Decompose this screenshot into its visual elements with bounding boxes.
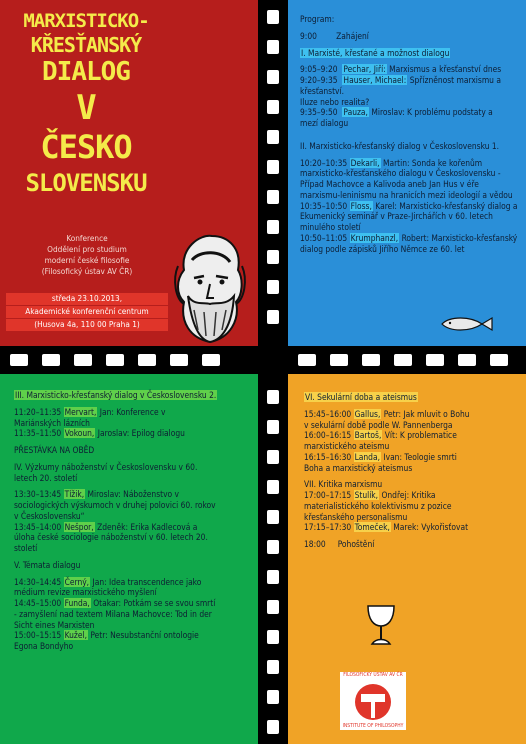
talk-row: 17:15–17:30 Tomeček, Marek: Vykořisťovat [304, 522, 469, 533]
horizontal-film-strip [0, 346, 526, 374]
film-hole [42, 354, 60, 366]
opening-time: 9:00 [300, 30, 317, 41]
film-hole [330, 354, 348, 366]
title-line-2: KŘESŤANSKÝ [30, 33, 142, 57]
talk-cont: mezí dialogu [300, 118, 349, 128]
film-hole [202, 354, 220, 366]
film-hole [106, 354, 124, 366]
title-line-6: SLOVENSKU [25, 169, 147, 197]
conference-place: Akademické konferenční centrum [6, 306, 168, 318]
section-1-title: I. Marxisté, křesťané a možnost dialogu [301, 47, 450, 58]
film-hole [298, 354, 316, 366]
film-hole [490, 354, 508, 366]
film-hole [267, 310, 279, 324]
section-3-title: III. Marxisticko-křesťanský dialog v Československu 2. [15, 390, 217, 400]
talk-row: 10:50–11:05 Krumphanzl, Robert: Marxisticko-křesťanský [300, 232, 518, 243]
film-hole [458, 354, 476, 366]
conference-org-3: (Filosofický ústav AV ČR) [41, 266, 133, 277]
film-hole [267, 220, 279, 234]
section-4-title-cont: letech 20. století [14, 472, 78, 483]
talk-row: 16:00–16:15 Bartoš, Vít: K problematice [304, 430, 457, 441]
talk-cont: v sekulární době podle W. Pannenberga [304, 419, 453, 430]
talk-cont: minulého století [300, 222, 361, 232]
film-hole [267, 390, 279, 404]
film-hole [267, 40, 279, 54]
fish-icon [440, 316, 494, 332]
chalice-icon [366, 604, 396, 648]
talk-row: 9:20–9:35 Hauser, Michael: Spřízněnost marxismu a křesťanství. [300, 75, 501, 96]
film-hole [267, 510, 279, 524]
logo-bottom-text: INSTITUTE OF PHILOSOPHY [342, 723, 404, 729]
section-4-title: IV. Výzkumy náboženství v Československu v 60. [14, 461, 198, 472]
conference-org-1: Oddělení pro studium [47, 244, 127, 255]
section-2-title: II. Marxisticko-křesťanský dialog v Československu 1. [300, 140, 500, 151]
film-hole [10, 354, 28, 366]
talk-cont: v Československu“ [14, 510, 85, 521]
talk-row: 13:30–13:45 Tížik, Miroslav: Náboženstvo v [14, 489, 179, 500]
program-heading: Program: [300, 14, 335, 24]
talk-row: 9:35–9:50 Pauza, Miroslav: K problému podstaty a [300, 107, 493, 118]
talk-row: 15:45–16:00 Gallus, Petr: Jak mluvit o Bohu [304, 408, 470, 419]
film-hole [74, 354, 92, 366]
talk-cont: Případ Machovce a Kalivoda aneb Jan Hus v éře [300, 179, 479, 189]
film-hole [267, 720, 279, 734]
film-hole [362, 354, 380, 366]
film-hole [267, 570, 279, 584]
talk-cont: marxisticko-křesťanského dialogu v Československu - [300, 168, 501, 179]
conference-label: Konference [66, 233, 108, 243]
conference-info [0, 233, 174, 277]
talk-cont: úloha české sociologie náboženství v 60. letech 20. [14, 532, 208, 543]
talk-row: 15:00–15:15 Kužel, Petr: Nesubstanční ontologie [14, 630, 199, 641]
title-line-3: DIALOG [42, 57, 130, 87]
talk-cont: materialistického kolektivismu z pozice [304, 500, 452, 511]
title-line-1: MARXISTICKO- [23, 10, 149, 32]
film-hole [267, 630, 279, 644]
conference-venue [0, 293, 174, 332]
talk-cont: století [14, 543, 38, 553]
section-6-title: VI. Sekulární doba a ateismus [305, 392, 417, 402]
talk-cont: marxismu-leninismu na hranicích mezi ideologií a vědou [300, 189, 513, 200]
film-hole [267, 660, 279, 674]
film-hole [267, 480, 279, 494]
film-hole [267, 250, 279, 264]
talk-row: 16:15–16:30 Landa, Ivan: Teologie smrti [304, 451, 457, 462]
opening-label: Zahájení [336, 30, 369, 41]
talk-cont: Egona Bondyho [14, 641, 74, 651]
conference-date: středa 23.10.2013, [6, 293, 168, 305]
closing-row: 18:00 Pohoštění [304, 539, 375, 549]
talk-cont: - zamyšlení nad textem Milana Machovce: Tod in der [14, 608, 212, 619]
talk-row: 17:00–17:15 Stulík, Ondřej: Kritika [304, 490, 436, 500]
talk-cont: marxistického ateismu [304, 441, 390, 451]
talk-cont: křesťanského personalismu [304, 511, 408, 522]
talk-row: 11:35–11:50 Vokoun, Jaroslav: Epilog dialogu [14, 428, 185, 439]
film-hole [267, 420, 279, 434]
section-7-title: VII. Kritika marxismu [304, 479, 383, 490]
talk-cont: dialog podle zápisků Jiřího Němce ze 60. let [300, 243, 465, 254]
title-line-5: ČESKO [40, 128, 132, 166]
film-hole [267, 450, 279, 464]
talk-cont: Ekumenický seminář v Praze-Jirchářích v 60. letech [300, 211, 493, 222]
talk-row: 9:05–9:20 Pechar, Jiří: Marxismus a křesťanství dnes [300, 64, 502, 75]
talk-cont: médium revize marxistického myšlení [14, 587, 157, 598]
talk-cont: sociologických výskumoch v druhej polovici 60. rokov [14, 500, 216, 510]
program-orange [304, 392, 518, 550]
program-green [14, 390, 250, 652]
talk-cont: Iluze nebo realita? [300, 96, 370, 107]
title-line-4: V [76, 88, 96, 128]
poster-title [6, 12, 166, 195]
talk-row: 14:45–15:00 Funda, Otakar: Potkám se se svou smrtí [14, 598, 216, 608]
film-hole [267, 190, 279, 204]
talk-cont: Boha a marxistický ateismus [304, 462, 413, 473]
program-blue [300, 14, 518, 254]
talk-row: 10:35–10:50 Floss, Karel: Marxisticko-křesťanský dialog a [300, 200, 518, 211]
talk-cont: Sicht eines Marxisten [14, 619, 95, 630]
film-hole [267, 130, 279, 144]
talk-row: 10:20–10:35 Dekarli, Martin: Sonda ke kořenům [300, 157, 483, 168]
film-hole [267, 70, 279, 84]
film-hole [170, 354, 188, 366]
institute-logo-icon [340, 672, 406, 730]
lunch-break: PŘESTÁVKA NA OBĚD [14, 445, 95, 455]
film-hole [426, 354, 444, 366]
institute-logo [340, 672, 406, 730]
film-hole [267, 160, 279, 174]
film-hole [267, 280, 279, 294]
film-hole [267, 10, 279, 24]
talk-row: 14:30–14:45 Černý, Jan: Idea transcendence jako [14, 576, 202, 587]
section-5-title: V. Témata dialogu [14, 559, 81, 570]
film-hole [138, 354, 156, 366]
film-hole [267, 600, 279, 614]
conference-address: (Husova 4a, 110 00 Praha 1) [6, 319, 168, 331]
talk-row: 13:45–14:00 Nešpor, Zdeněk: Erika Kadlecová a [14, 521, 198, 532]
film-hole [394, 354, 412, 366]
opening-row [300, 31, 518, 42]
film-hole [267, 100, 279, 114]
conference-org-2: moderní české filosofie [44, 255, 130, 266]
film-hole [267, 690, 279, 704]
talk-cont: Mariánských lázních [14, 417, 90, 428]
logo-top-text: FILOSOFICKÝ ÚSTAV AV ČR [343, 672, 403, 678]
talk-row: 11:20–11:35 Mervart, Jan: Konference v [14, 406, 166, 417]
marx-portrait-icon [170, 230, 250, 346]
film-hole [267, 540, 279, 554]
